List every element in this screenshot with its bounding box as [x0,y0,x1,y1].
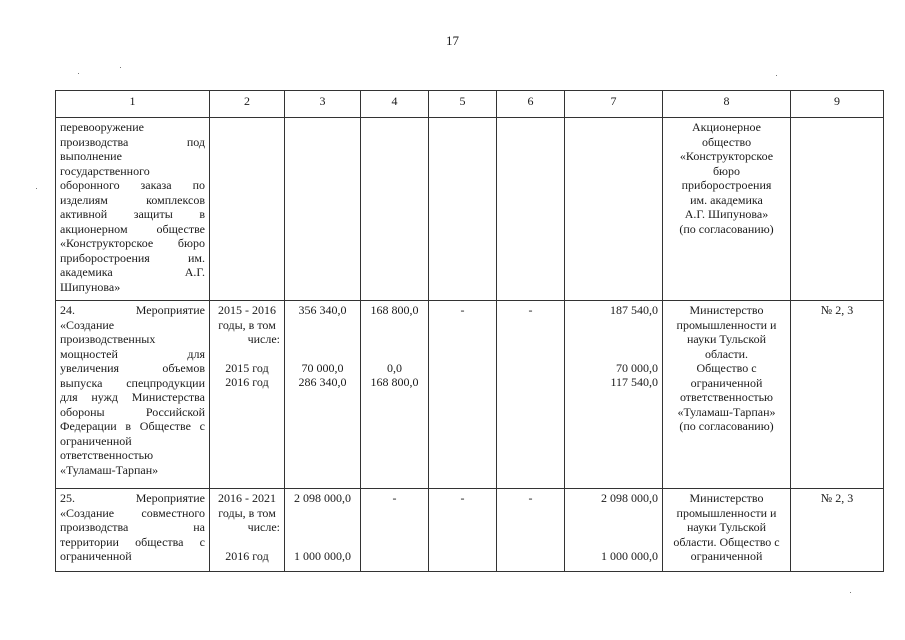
period-cell: 2015 - 2016 годы, в том числе: 2015 год 2016 год [210,301,285,489]
scan-speck [78,73,79,74]
amount-federal-cell: 168 800,0 0,0 168 800,0 [361,301,429,489]
executor-cell: Министерство промышленности и науки Тульской области. Общество с ограниченной [663,489,791,572]
measure-description: 25. Мероприятие «Создание совместного производства на территории общества с ограниченной [56,489,210,572]
scan-speck [36,188,37,189]
column-header: 8 [663,91,791,118]
amount-cell [361,118,429,301]
amount-cell [285,118,361,301]
column-header: 5 [429,91,497,118]
period-cell: 2016 - 2021 годы, в том числе: 2016 год [210,489,285,572]
measure-description: 24. Мероприятие «Создание производственных мощностей для увеличения объемов выпуска спецпродукции для нужд Министерства обороны Российской Федерации в Обществе с ограниченной ответственностью «Туламаш-Тарпан» [56,301,210,489]
amount-cell [429,118,497,301]
scan-speck [850,592,851,593]
column-number-row [56,91,884,118]
column-header: 3 [285,91,361,118]
executor-cell: Акционерное общество «Конструкторское бюро приборостроения им. академика А.Г. Шипунова» (по согласованию) [663,118,791,301]
amount-regional-cell: - [429,489,497,572]
scan-speck [120,67,121,68]
indicator-cell [791,118,884,301]
column-header: 7 [565,91,663,118]
program-table [55,90,884,572]
amount-total-cell: 2 098 000,0 1 000 000,0 [285,489,361,572]
executor-cell: Министерство промышленности и науки Тульской области. Общество с ограниченной ответственностью «Туламаш-Тарпан» (по согласованию) [663,301,791,489]
page-number: 17 [446,33,459,48]
period-cell [210,118,285,301]
table-row-25 [56,489,884,572]
amount-federal-cell: - [361,489,429,572]
column-header: 1 [56,91,210,118]
column-header: 4 [361,91,429,118]
amount-regional-cell: - [429,301,497,489]
amount-cell [497,118,565,301]
amount-extrabudget-cell: 2 098 000,0 1 000 000,0 [565,489,663,572]
table-row-continuation [56,118,884,301]
table-row-24 [56,301,884,489]
column-header: 9 [791,91,884,118]
column-header: 2 [210,91,285,118]
amount-cell [565,118,663,301]
amount-local-cell: - [497,489,565,572]
amount-local-cell: - [497,301,565,489]
amount-total-cell: 356 340,0 70 000,0 286 340,0 [285,301,361,489]
scan-speck [776,75,777,76]
indicator-cell: № 2, 3 [791,489,884,572]
column-header: 6 [497,91,565,118]
indicator-cell: № 2, 3 [791,301,884,489]
amount-extrabudget-cell: 187 540,0 70 000,0 117 540,0 [565,301,663,489]
measure-description: перевооружение производства под выполнение государственного оборонного заказа по изделиям комплексов активной защиты в акционерном обществе «Конструкторское бюро приборостроения им. академика А.Г. Шипунова» [56,118,210,301]
